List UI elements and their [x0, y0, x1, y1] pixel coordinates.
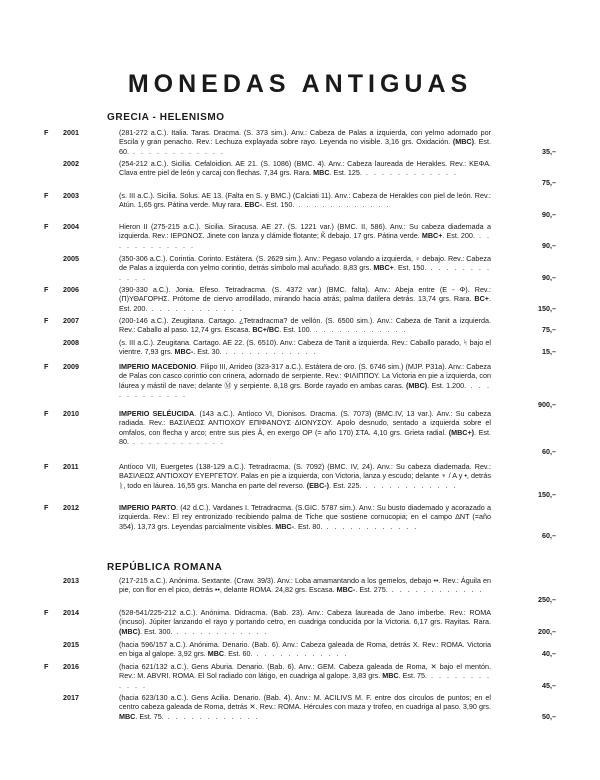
leader-dots: . . . . . . . . . . . . [129, 146, 225, 156]
lot-price: 900,– [538, 399, 556, 409]
lot-grade: (MBC) [406, 380, 428, 390]
lot-flag: F [44, 662, 49, 671]
section-title-grecia: GRECIA - HELENISMO [107, 112, 225, 123]
lot-number: 2007 [63, 316, 79, 325]
lot-number: 2003 [63, 191, 79, 200]
lot-number: 2013 [63, 576, 79, 585]
leader-dots: . . . . . . . . . . . . [361, 168, 458, 178]
lot-estimate: Est. 75. [402, 671, 427, 681]
page-title: MONEDAS ANTIGUAS [127, 70, 473, 98]
lot-grade: MBC [382, 671, 399, 681]
lot-number: 2006 [63, 285, 79, 294]
lot-description: Antíoco VII, Euergetes (138-129 a.C.). Tetradracma. (S. 7092) (BMC. IV, 24). Anv.: Su cabeza diademada. Rev.: ΒΑΣΙΛΕΩΣ ΑΝΤΙΟΧΟΥ ΕΥΕΡΓΕΤΟΥ. Palas en pie a izquierda, con Victoria, lanza y escudo; delante ♆ / A y •, detrás ᚱ, todo en láurea. 16,55 grs. Mancha en parte del reverso. (EBC-). Est. 225. . . . . . . . . . . . . [119, 462, 491, 490]
lot-estimate: Est. 30. [197, 347, 222, 357]
lot-region: IMPERIO SELÉUCIDA [119, 409, 195, 418]
lot-description: (s. III a.C.). Sicilia. Solus. AE 13. (Falta en S. y BMC.) (Calciati 11). Anv.: Cabeza de Herakles con piel de león. Rev.: Atún. 1,65 grs. Pátina verde. Muy rara. EBC-. Est. 150. . . . . . . . . . . . . [119, 191, 491, 210]
lot-grade: MBC- [275, 521, 294, 531]
lot-number: 2008 [63, 338, 79, 347]
lot-grade: MBC [207, 649, 225, 659]
lot-description: (hacia 623/130 a.C.). Gens Acilia. Denario. (Bab. 4). Anv.: M. ACILIVS M. F. entre dos círculos de puntos; en el centro cabeza galeada de Roma, detrás ✕. Rev.: ROMA. Hércules con maza y trofeo, en cuadriga al paso. 3,90 grs. MBC. Est. 75. . . . . . . . . . . . . [119, 693, 491, 721]
leader-dots: . . . . . . . . . . . . [252, 649, 349, 659]
lot-description: (350-306 a.C.). Corintia. Corinto. Estátera. (S. 2629 sim.). Anv.: Pegaso volando a izquierda, ♀ debajo. Rev.: Cabeza de Palas a izquierda con yelmo corintio, detrás símbolo mal acuñado. 8,83 grs. MBC+. Est. 150. . . . . . . . . . . . . [119, 254, 491, 282]
lot-description: IMPERIO MACEDONIO. Filipo III, Arrideo (323-317 a.C.). Estátera de oro. (S. 6746 sim.) (MJP. P31a). Anv.: Cabeza de Palas con casco corintio con crinera, adornado de serpiente. Rev.: ΦΙΛΙΠΠΟΥ. La Victoria en pie a izquierda, con láurea y mástil de nave; delante Ⓜ y serpiente. 8,18 grs. Borde rayado en ambas caras. (MBC). Est. 1.200. . . . . . . . . . . . . [119, 362, 491, 400]
lot-description: (hacia 596/157 a.C.). Anónima. Denario. (Bab. 6). Anv.: Cabeza galeada de Roma, detrás X. Rev.: ROMA. Victoria en biga al galope. 3,92 grs. MBC. Est. 60. . . . . . . . . . . . . [119, 640, 491, 659]
lot-price: 60,– [542, 446, 556, 456]
lot-grade: MBC+ [421, 231, 443, 241]
lot-number: 2017 [63, 693, 79, 702]
leader-dots: . . . . . . . . . . . . [119, 231, 491, 250]
leader-dots: . . . . . . . . . . . . [163, 711, 260, 721]
lot-estimate: Est. 150. [397, 263, 427, 273]
lot-price: 60,– [542, 531, 556, 541]
lot-number: 2011 [63, 462, 79, 471]
lot-grade: MBC [313, 168, 330, 178]
lot-estimate: Est. 200. [119, 303, 148, 313]
lot-description: (528-541/225-212 a.C.). Anónima. Didracma. (Bab. 23). Anv.: Cabeza laureada de Jano imberbe. Rev.: ROMA (incuso). Júpiter lanzando el rayo y portando cetro, en cuadriga conducida por la Victoria. 6,17 grs. Rayitas. Rara. (MBC). Est. 300. . . . . . . . . . . . . [119, 608, 491, 636]
section-title-republica-romana: REPÚBLICA ROMANA [107, 562, 223, 573]
lot-price: 40,– [542, 649, 556, 659]
leader-dots: . . . . . . . . . . . . [387, 585, 484, 595]
lot-price: 15,– [542, 347, 556, 357]
lot-price: 75,– [542, 325, 556, 335]
lot-price: 90,– [542, 240, 556, 250]
lot-price: 250,– [538, 594, 556, 604]
lot-number: 2016 [63, 662, 79, 671]
lot-region: IMPERIO MACEDONIO [119, 362, 197, 371]
lot-price: 75,– [542, 177, 556, 187]
lot-price: 45,– [542, 680, 556, 690]
lot-flag: F [44, 222, 49, 231]
lot-description: IMPERIO PARTO. (42 d.C.). Vardanes I. Tetradracma. (S.GIC. 5787 sim.). Anv.: Su busto diademado y acorazado a izquierda. Rev.: El rey entronizado recibiendo palma de Tiche que sostiene cornucopia; en el campo ΔΝΤ (=año 354). 13,73 grs. Leyendas parcialmente visibles. MBC-. Est. 80. . . . . . . . . . . . . [119, 503, 491, 531]
lot-description: IMPERIO SELÉUCIDA. (143 a.C.). Antíoco VI, Dionisos. Dracma. (S. 7073) (BMC.IV, 13 var.). Anv.: Su cabeza radiada. Rev.: ΒΑΣΙΛΕΩΣ ΑΝΤΙΟΧΟΥ ΕΠΙΦΑΝΟΥΣ ΔΙΟΝΥΣΟΥ. Apolo desnudo, sentado a izquierda sobre el omfalos, con flecha y arco; entre sus pies Ȃ, en exergo OP (= año 170) ΣΤΑ. 4,10 grs. Grieta radial. (MBC+). Est. 80. . . . . . . . . . . . . [119, 409, 491, 447]
lot-grade: (MBC) [452, 137, 474, 147]
lot-estimate: Est. 80. [297, 521, 323, 531]
lot-flag: F [44, 316, 49, 325]
lot-estimate: Est. 80. [119, 427, 491, 447]
leader-dots: . . . . . . . . . . . . [294, 200, 391, 210]
lot-grade: MBC+ [373, 263, 394, 273]
lot-estimate: Est. 75. [139, 711, 164, 721]
lot-price: 90,– [542, 272, 556, 282]
lot-estimate: Est. 60. [228, 649, 253, 659]
lot-description: (281-272 a.C.). Italia. Taras. Dracma. (S. 373 sim.). Anv.: Cabeza de Palas a izquierda, con yelmo adornado por Escila y gran penacho. Rev.: Lechuza explayada sobre rayo. Leyenda no visible. 3,16 grs. Oxidación. (MBC). Est. 60. . . . . . . . . . . . . [119, 128, 492, 156]
lot-region: IMPERIO PARTO [119, 503, 177, 512]
lot-number: 2009 [63, 362, 79, 371]
lot-estimate: Est. 100. [283, 325, 312, 335]
lot-grade: MBC- [174, 347, 194, 357]
lot-number: 2010 [63, 409, 79, 418]
lot-estimate: Est. 125. [333, 168, 362, 178]
lot-number: 2001 [63, 128, 79, 137]
leader-dots: . . . . . . . . . . . . [361, 480, 458, 490]
lot-estimate: Est. 300. [144, 626, 173, 636]
leader-dots: . . . . . . . . . . . . [119, 380, 491, 400]
leader-dots: . . . . . . . . . . . . [147, 303, 244, 313]
lot-grade: BC+/BC [252, 325, 280, 335]
lot-number: 2015 [63, 640, 79, 649]
lot-estimate: Est. 200. [446, 231, 475, 241]
lot-grade: EBC- [244, 200, 263, 210]
lot-estimate: Est. 60. [119, 137, 492, 156]
lot-estimate: Est. 150. [266, 200, 295, 210]
lot-grade: BC+ [474, 294, 489, 304]
lot-flag: F [44, 462, 49, 471]
lot-description: (254-212 a.C.). Sicilia. Cefaloidion. AE 21. (S. 1086) (BMC. 4). Anv.: Cabeza laureada de Herakles. Rev.: ΚΕΦΑ. Clava entre piel de león y carcaj con flechas. 7,34 grs. Rara. MBC. Est. 125. . . . . . . . . . . . . [119, 159, 491, 178]
lot-flag: F [44, 608, 49, 617]
lot-description: (hacia 621/132 a.C.). Gens Aburia. Denario. (Bab. 6). Anv.: GEM. Cabeza galeada de Roma, ✕ bajo el mentón. Rev.: M. ABVRI. ROMA. El Sol radiado con látigo, en cuadriga al galope. 3,83 grs. MBC. Est. 75. . . . . . . . . . . . . [119, 662, 491, 690]
lot-description: (217-215 a.C.). Anónima. Sextante. (Craw. 39/3). Anv.: Loba amamantando a los gemelos, debajo ••. Rev.: Águila en pie, con flor en el pico, detrás ••, delante ROMA. 24,82 grs. Escasa. MBC-. Est. 275. . . . . . . . . . . . . [119, 576, 491, 595]
lot-number: 2014 [63, 608, 79, 617]
lot-grade: (MBC+) [448, 427, 475, 437]
lot-number: 2004 [63, 222, 79, 231]
lot-flag: F [44, 503, 49, 512]
leader-dots: . . . . . . . . . . . . [172, 626, 269, 636]
lot-flag: F [44, 128, 49, 137]
leader-dots: . . . . . . . . . . . . [119, 263, 491, 282]
lot-grade: (EBC-) [306, 480, 330, 490]
lot-price: 150,– [538, 303, 556, 313]
lot-flag: F [44, 362, 49, 371]
lot-number: 2012 [63, 503, 79, 512]
leader-dots: . . . . . . . . . . . . [129, 437, 225, 447]
lot-grade: (MBC) [119, 626, 141, 636]
lot-price: 150,– [538, 490, 556, 500]
leader-dots: . . . . . . . . . . . . [311, 325, 408, 335]
lot-flag: F [44, 191, 49, 200]
lot-price: 50,– [542, 711, 556, 721]
leader-dots: . . . . . . . . . . . . [119, 671, 491, 690]
lot-price: 200,– [538, 626, 556, 636]
lot-number: 2002 [63, 159, 79, 168]
leader-dots: . . . . . . . . . . . . [221, 347, 318, 357]
lot-estimate: Est. 275. [359, 585, 388, 595]
lot-description: (390-330 a.C.). Jonia. Efeso. Tetradracma. (S. 4372 var.) (BMC. falta). Anv.: Abeja entre (E - Φ). Rev.: (Π)ΥΘΑΓΟΡΗΣ. Prótome de ciervo arrodillado, mirando hacia atrás; palma datilera detrás. 13,74 grs. Rara. BC+. Est. 200. . . . . . . . . . . . . [119, 285, 491, 313]
lot-flag: F [44, 409, 49, 418]
lot-number: 2005 [63, 254, 79, 263]
lot-grade: MBC- [336, 585, 356, 595]
leader-dots: . . . . . . . . . . . . [322, 521, 419, 531]
lot-estimate: Est. 225. [333, 480, 362, 490]
lot-price: 90,– [542, 209, 556, 219]
lot-description: Hieron II (275-215 a.C.). Sicilia. Siracusa. AE 27. (S. 1221 var.) (BMC. II, 586). Anv.: Su cabeza diademada a izquierda. Rev.: ΙΕΡΩΝΟΣ. Jinete con lanza y clámide flotante; Ǩ debajo. 17 grs. Pátina verde. MBC+. Est. 200. . . . . . . . . . . . . [119, 222, 491, 250]
lot-description: (200-146 a.C.). Zeugitana. Cartago. ¿Tetradracma? de vellón. (S. 6500 sim.). Anv.: Cabeza de Tanit a izquierda. Rev.: Caballo al paso. 12,74 grs. Escasa. BC+/BC. Est. 100. . . . . . . . . . . . . [119, 316, 491, 335]
lot-description: (s. III a.C.). Zeugitana. Cartago. AE 22. (S. 6510). Anv.: Cabeza de Tanit a izquierda. Rev.: Caballo parado, ᛋ bajo el vientre. 7,93 grs. MBC-. Est. 30. . . . . . . . . . . . . [119, 338, 491, 357]
lot-price: 35,– [542, 146, 556, 156]
lot-flag: F [44, 285, 49, 294]
lot-grade: MBC [119, 711, 136, 721]
lot-estimate: Est. 1.200. [431, 380, 467, 390]
